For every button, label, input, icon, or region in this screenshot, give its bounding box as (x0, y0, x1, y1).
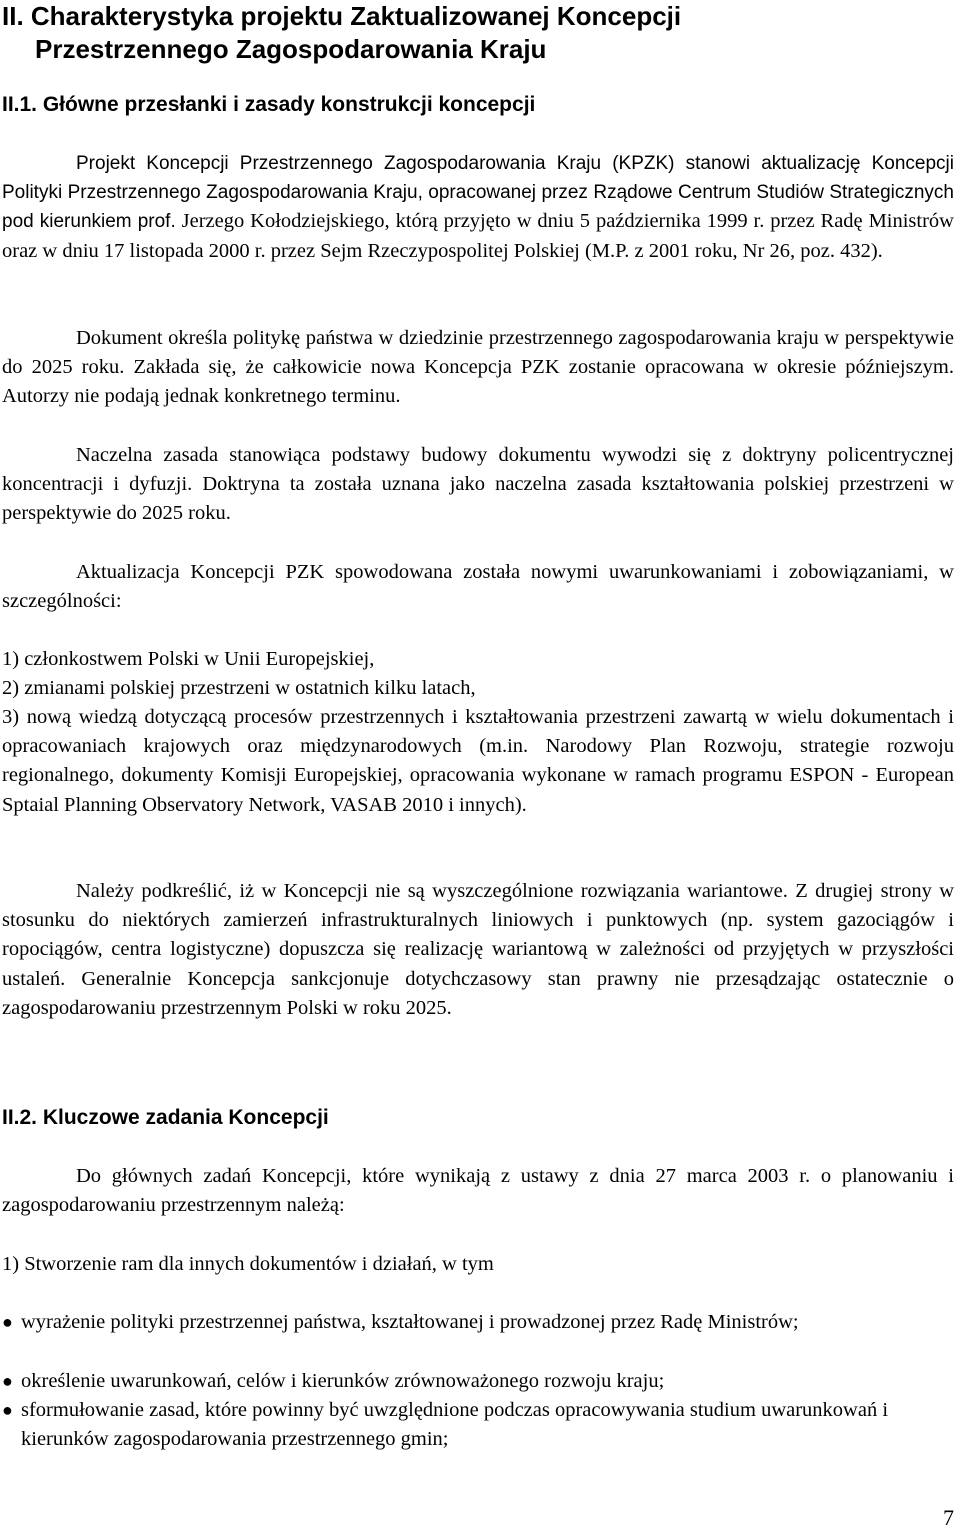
bullet-text-1: wyrażenie polityki przestrzennej państwa, kształtowanej i prowadzonej przez Radę Ministrów; (21, 1311, 799, 1333)
bullet-text-2: określenie uwarunkowań, celów i kierunków zrównoważonego rozwoju kraju; (21, 1370, 665, 1392)
main-heading-line1: II. Charakterystyka projektu Zaktualizowanej Koncepcji (2, 1, 682, 31)
page-number: 7 (943, 1505, 954, 1530)
main-heading-line2: Przestrzennego Zagospodarowania Kraju (35, 34, 547, 64)
section2-paragraph-1: Do głównych zadań Koncepcji, które wynikają z ustawy z dnia 27 marca 2003 r. o planowaniu i zagospodarowaniu przestrzennym należą: (2, 1165, 954, 1217)
numbered-list-item-2: 2) zmianami polskiej przestrzeni w ostatnich kilku latach, (2, 677, 476, 699)
section1-paragraph-1 (2, 149, 954, 266)
numbered-list-item-1: 1) członkostwem Polski w Unii Europejskiej, (2, 648, 375, 670)
bullet-icon: ● (2, 1400, 13, 1420)
bullet-item-3 (2, 1396, 951, 1454)
section2-item-1: 1) Stworzenie ram dla innych dokumentów i działań, w tym (2, 1253, 494, 1275)
section1-paragraph-3: Naczelna zasada stanowiąca podstawy budowy dokumentu wywodzi się z doktryny policentrycznej koncentracji i dyfuzji. Doktryna ta została uznana jako naczelna zasada kształtowania polskiej przestrzeni w perspektywie do 2025 roku. (2, 444, 954, 525)
section1-heading: II.1. Główne przesłanki i zasady konstrukcji koncepcji (2, 93, 536, 116)
section1-paragraph-5: Należy podkreślić, iż w Koncepcji nie są wyszczególnione rozwiązania wariantowe. Z drugiej strony w stosunku do niektórych zamierzeń infrastrukturalnych liniowych i punktowych (np. system gazociągów i ropociągów, centra logistyczne) dopuszcza się realizację wariantową w zależności od przyjętych w przyszłości ustaleń. Generalnie Koncepcja sankcjonuje dotychczasowy stan prawny nie przesądzając ostatecznie o zagospodarowaniu przestrzennym Polski w roku 2025. (2, 880, 954, 1019)
section1-paragraph-1-part-serif: Jerzego Kołodziejskiego, którą przyjęto w dniu 5 października 1999 r. przez Radę Ministrów oraz w dniu 17 listopada 2000 r. przez Sejm Rzeczypospolitej Polskiej (M.P. z 2001 roku, Nr 26, poz. 432). (2, 210, 954, 262)
section1-paragraph-2: Dokument określa politykę państwa w dziedzinie przestrzennego zagospodarowania kraju w perspektywie do 2025 roku. Zakłada się, że całkowicie nowa Koncepcja PZK zostanie opracowana w okresie późniejszym. Autorzy nie podają jednak konkretnego terminu. (2, 327, 954, 408)
section2-heading: II.2. Kluczowe zadania Koncepcji (2, 1106, 329, 1129)
main-heading (2, 0, 942, 66)
section1-paragraph-4: Aktualizacja Koncepcji PZK spowodowana została nowymi uwarunkowaniami i zobowiązaniami, w szczególności: (2, 561, 954, 613)
bullet-icon: ● (2, 1312, 13, 1332)
numbered-list-item-3: 3) nową wiedzą dotyczącą procesów przestrzennych i kształtowania przestrzeni zawartą w wielu dokumentach i opracowaniach krajowych oraz międzynarodowych (m.in. Narodowy Plan Rozwoju, strategie rozwoju regionalnego, dokumenty Komisji Europejskiej, opracowania wykonane w ramach programu ESPON - European Sptaial Planning Observatory Network, VASAB 2010 i innych). (2, 706, 954, 816)
bullet-icon: ● (2, 1371, 13, 1391)
bullet-text-3: sformułowanie zasad, które powinny być uwzględnione podczas opracowywania studium uwarunkowań i kierunków zagospodarowania przestrzennego gmin; (21, 1399, 889, 1451)
bullet-item-1 (2, 1308, 951, 1337)
bullet-item-2 (2, 1367, 951, 1396)
section1-paragraph-1-part-sans: Projekt Koncepcji Przestrzennego Zagospodarowania Kraju (KPZK) stanowi aktualizację Koncepcji Polityki Przestrzennego Zagospodarowania Kraju, opracowanej przez Rządowe Centrum Studiów Strategicznych pod kierunkiem prof. (2, 153, 954, 233)
